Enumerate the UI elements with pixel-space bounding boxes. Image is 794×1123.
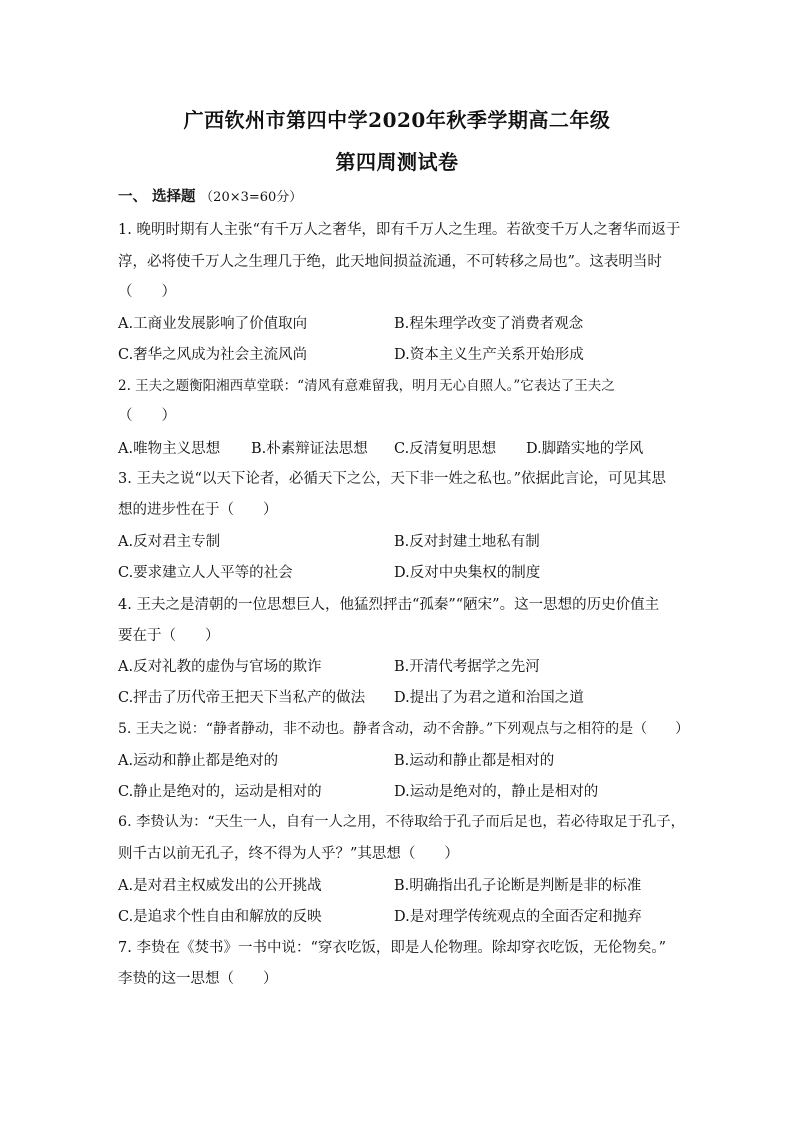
q1-option-a[interactable]: A.工商业发展影响了价值取向: [118, 316, 308, 332]
q7-stem-line1: 7. 李贽在《焚书》一书中说：“穿衣吃饭，即是人伦物理。除却穿衣吃饭，无伦物矣。”: [118, 940, 667, 956]
q5-option-b[interactable]: B.运动和静止都是相对的: [394, 753, 555, 769]
q2-option-d[interactable]: D.脚踏实地的学风: [526, 441, 644, 457]
section-score: （20×3=60分）: [200, 190, 303, 205]
q3-option-d[interactable]: D.反对中央集权的制度: [394, 565, 541, 581]
q3-option-b[interactable]: B.反对封建土地私有制: [394, 534, 540, 550]
q2-option-a[interactable]: A.唯物主义思想: [118, 441, 221, 457]
q6-option-a[interactable]: A.是对君主权威发出的公开挑战: [118, 878, 322, 894]
q2-option-c[interactable]: C.反清复明思想: [394, 441, 497, 457]
q4-option-c[interactable]: C.抨击了历代帝王把天下当私产的做法: [118, 690, 366, 706]
q4-stem-line2: 要在于（ ）: [118, 628, 220, 644]
q6-stem-line2: 则千古以前无孔子，终不得为人乎？”其思想（ ）: [118, 846, 459, 862]
q1-option-b[interactable]: B.程朱理学改变了消费者观念: [394, 316, 584, 332]
exam-subtitle: 第四周测试卷: [335, 150, 459, 174]
q5-option-c[interactable]: C.静止是绝对的，运动是相对的: [118, 784, 322, 800]
q2-option-b[interactable]: B.朴素辩证法思想: [251, 441, 368, 457]
q5-stem-line1: 5. 王夫之说：“静者静动，非不动也。静者含动，动不舍静。”下列观点与之相符的是（ ）: [118, 721, 690, 737]
q6-option-c[interactable]: C.是追求个性自由和解放的反映: [118, 909, 322, 925]
q5-option-d[interactable]: D.运动是绝对的，静止是相对的: [394, 784, 599, 800]
q2-stem-line1: 2. 王夫之题衡阳湘西草堂联：“清风有意难留我，明月无心自照人。”它表达了王夫之: [118, 378, 615, 394]
q4-option-d[interactable]: D.提出了为君之道和治国之道: [394, 690, 584, 706]
q3-stem-line1: 3. 王夫之说“以天下论者，必循天下之公，天下非一姓之私也。”依据此言论，可见其思: [118, 471, 667, 487]
q4-option-b[interactable]: B.开清代考据学之先河: [394, 659, 540, 675]
q4-option-a[interactable]: A.反对礼教的虚伪与官场的欺诈: [118, 659, 322, 675]
q2-answer-blank: （ ）: [118, 408, 176, 424]
q5-option-a[interactable]: A.运动和静止都是绝对的: [118, 753, 279, 769]
q1-option-c[interactable]: C.奢华之风成为社会主流风尚: [118, 347, 308, 363]
q6-option-b[interactable]: B.明确指出孔子论断是判断是非的标准: [394, 878, 642, 894]
q1-stem-line2: 淳，必将使千万人之生理几于绝，此天地间损益流通，不可转移之局也”。这表明当时: [118, 254, 662, 270]
q3-option-a[interactable]: A.反对君主专制: [118, 534, 221, 550]
q1-answer-blank: （ ）: [118, 284, 176, 300]
exam-title: 广西钦州市第四中学2020年秋季学期高二年级: [183, 108, 611, 132]
q3-option-c[interactable]: C.要求建立人人平等的社会: [118, 565, 293, 581]
section-heading: [118, 185, 302, 206]
q1-option-d[interactable]: D.资本主义生产关系开始形成: [394, 347, 584, 363]
q4-stem-line1: 4. 王夫之是清朝的一位思想巨人，他猛烈抨击“孤秦”“陋宋”。这一思想的历史价值主: [118, 597, 660, 613]
q1-stem-line1: 1. 晚明时期有人主张“有千万人之奢华，即有千万人之生理。若欲变千万人之奢华而返于: [118, 222, 681, 238]
section-label: 一、 选择题: [118, 188, 196, 205]
q3-stem-line2: 想的进步性在于（ ）: [118, 502, 278, 518]
q6-stem-line1: 6. 李贽认为：“天生一人，自有一人之用，不待取给于孔子而后足也，若必待取足于孔子，: [118, 814, 685, 830]
q6-option-d[interactable]: D.是对理学传统观点的全面否定和抛弃: [394, 909, 642, 925]
q7-stem-line2: 李贽的这一思想（ ）: [118, 971, 278, 987]
